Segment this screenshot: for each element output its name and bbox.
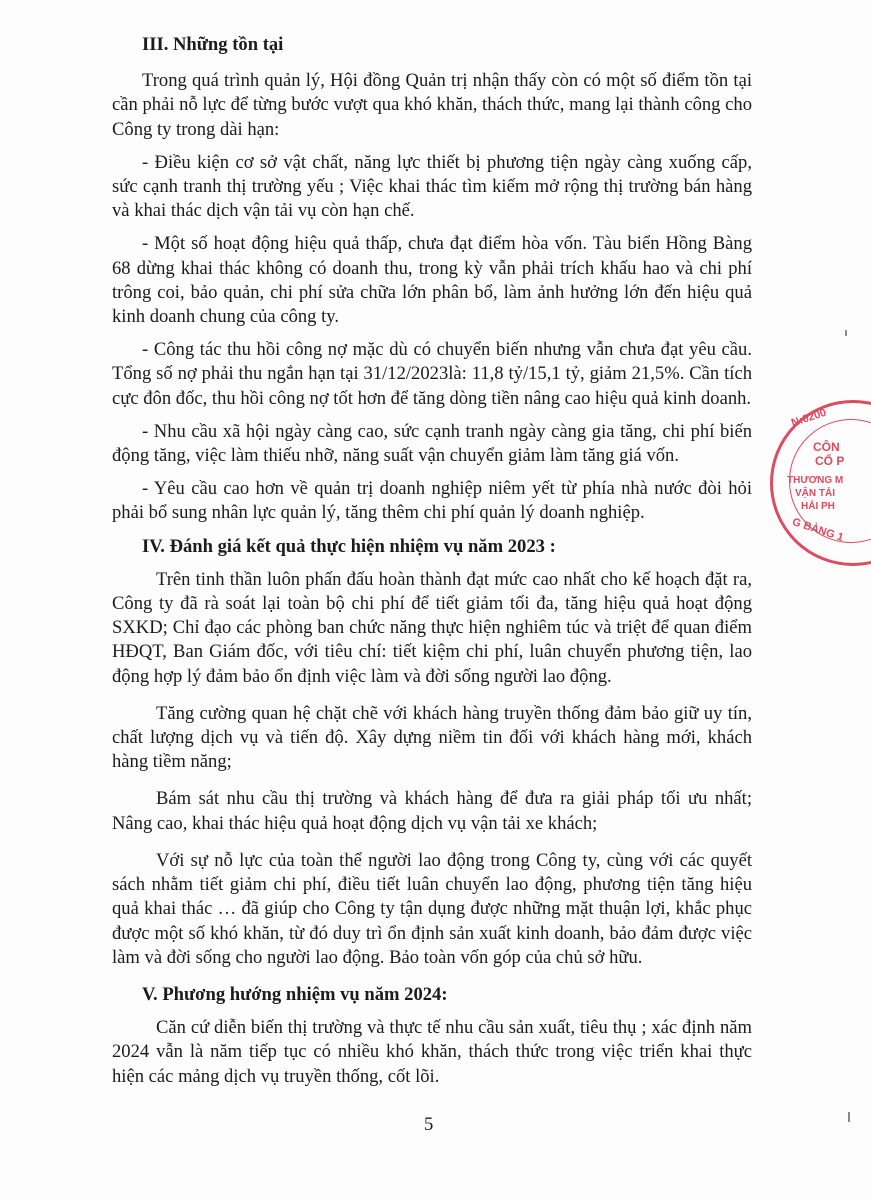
section-heading-3: III. Những tồn tại: [142, 34, 284, 55]
seal-text: G BÀNG 1: [790, 516, 845, 544]
section-4-paragraph: Trên tinh thần luôn phấn đấu hoàn thành đạt mức cao nhất cho kế hoạch đặt ra, Công ty đã rà soát lại toàn bộ chi phí để tiết giảm tối đa, tăng hiệu quả hoạt động SXKD; Chỉ đạo các phòng ban chức năng thực hiện nghiêm túc và triệt để quan điểm HĐQT, Ban Giám đốc, với tiêu chí: tiết kiệm chi phí, luân chuyển phương tiện, lao động hợp lý đảm bảo ổn định việc làm và đời sống người lao động.: [112, 568, 752, 687]
section-3-intro: Trong quá trình quản lý, Hội đồng Quản trị nhận thấy còn có một số điểm tồn tại cần phải nỗ lực để từng bước vượt qua khó khăn, thách thức, mang lại thành công cho Công ty trong dài hạn:: [112, 70, 752, 140]
scan-edge-mark: [845, 330, 847, 336]
document-body: [112, 33, 752, 1089]
section-3-item: - Công tác thu hồi công nợ mặc dù có chuyển biến nhưng vẫn chưa đạt yêu cầu. Tổng số nợ phải thu ngắn hạn tại 31/12/2023là: 11,8 tỷ/15,1 tỷ, giảm 21,5%. Cần tích cực đôn đốc, thu hồi công nợ tốt hơn để tăng dòng tiền nâng cao hiệu quả kinh doanh.: [112, 339, 752, 409]
section-heading-4: IV. Đánh giá kết quả thực hiện nhiệm vụ năm 2023 :: [142, 535, 556, 557]
section-3-item: - Nhu cầu xã hội ngày càng cao, sức cạnh tranh ngày càng gia tăng, chi phí biến động tăng, việc làm thiếu nhỡ, năng suất vận chuyển giảm làm tăng giá vốn.: [112, 420, 752, 467]
section-3-item: - Điều kiện cơ sở vật chất, năng lực thiết bị phương tiện ngày càng xuống cấp, sức cạnh tranh thị trường yếu ; Việc khai thác tìm kiếm mở rộng thị trường bán hàng và khai thác dịch vận tải vụ còn hạn chế.: [112, 151, 752, 222]
page-number: 5: [424, 1114, 434, 1135]
section-4-paragraph: Bám sát nhu cầu thị trường và khách hàng để đưa ra giải pháp tối ưu nhất; Nâng cao, khai thác hiệu quả hoạt động dịch vụ vận tải xe khách;: [112, 788, 752, 834]
section-3-item: - Yêu cầu cao hơn về quản trị doanh nghiệp niêm yết từ phía nhà nước đòi hỏi phải bổ sung nhân lực quản lý, tăng thêm chi phí quản lý doanh nghiệp.: [112, 478, 752, 524]
section-3-item: - Một số hoạt động hiệu quả thấp, chưa đạt điểm hòa vốn. Tàu biển Hồng Bàng 68 dừng khai thác không có doanh thu, trong kỳ vẫn phải trích khấu hao và chi phí trông coi, bảo quản, chi phí sửa chữa lớn phân bổ, làm ảnh hưởng lớn đến hiệu quả kinh doanh chung của công ty.: [112, 233, 752, 328]
section-4-paragraph: Với sự nỗ lực của toàn thể người lao động trong Công ty, cùng với các quyết sách nhằm tiết giảm chi phí, điều tiết luân chuyển lao động, phương tiện tăng hiệu quả khai thác … đã giúp cho Công ty tận dụng được những mặt thuận lợi, khắc phục được một số khó khăn, từ đó duy trì ổn định sản xuất kinh doanh, bảo đảm được việc làm và đời sống cho người lao động. Bảo toàn vốn góp của chủ sở hữu.: [112, 849, 752, 968]
seal-text: CỔ P: [815, 454, 845, 468]
seal-text: VẬN TẢI: [795, 488, 835, 499]
section-heading-5: V. Phương hướng nhiệm vụ năm 2024:: [142, 983, 448, 1005]
company-seal-stamp: [770, 400, 871, 566]
seal-text: CÔN: [813, 440, 840, 454]
scan-edge-mark: [848, 1112, 850, 1122]
seal-text: N:0200: [789, 406, 828, 430]
seal-text: THƯƠNG M: [787, 475, 844, 486]
seal-text: HẢI PH: [801, 501, 835, 512]
section-5-paragraph: Căn cứ diễn biến thị trường và thực tế nhu cầu sản xuất, tiêu thụ ; xác định năm 2024 vẫn là năm tiếp tục có nhiều khó khăn, thách thức trong việc triển khai thực hiện các mảng dịch vụ truyền thống, cốt lõi.: [112, 1017, 752, 1087]
section-4-paragraph: Tăng cường quan hệ chặt chẽ với khách hàng truyền thống đảm bảo giữ uy tín, chất lượng dịch vụ và tiến độ. Xây dựng niềm tin đối với khách hàng mới, khách hàng tiềm năng;: [112, 702, 752, 773]
